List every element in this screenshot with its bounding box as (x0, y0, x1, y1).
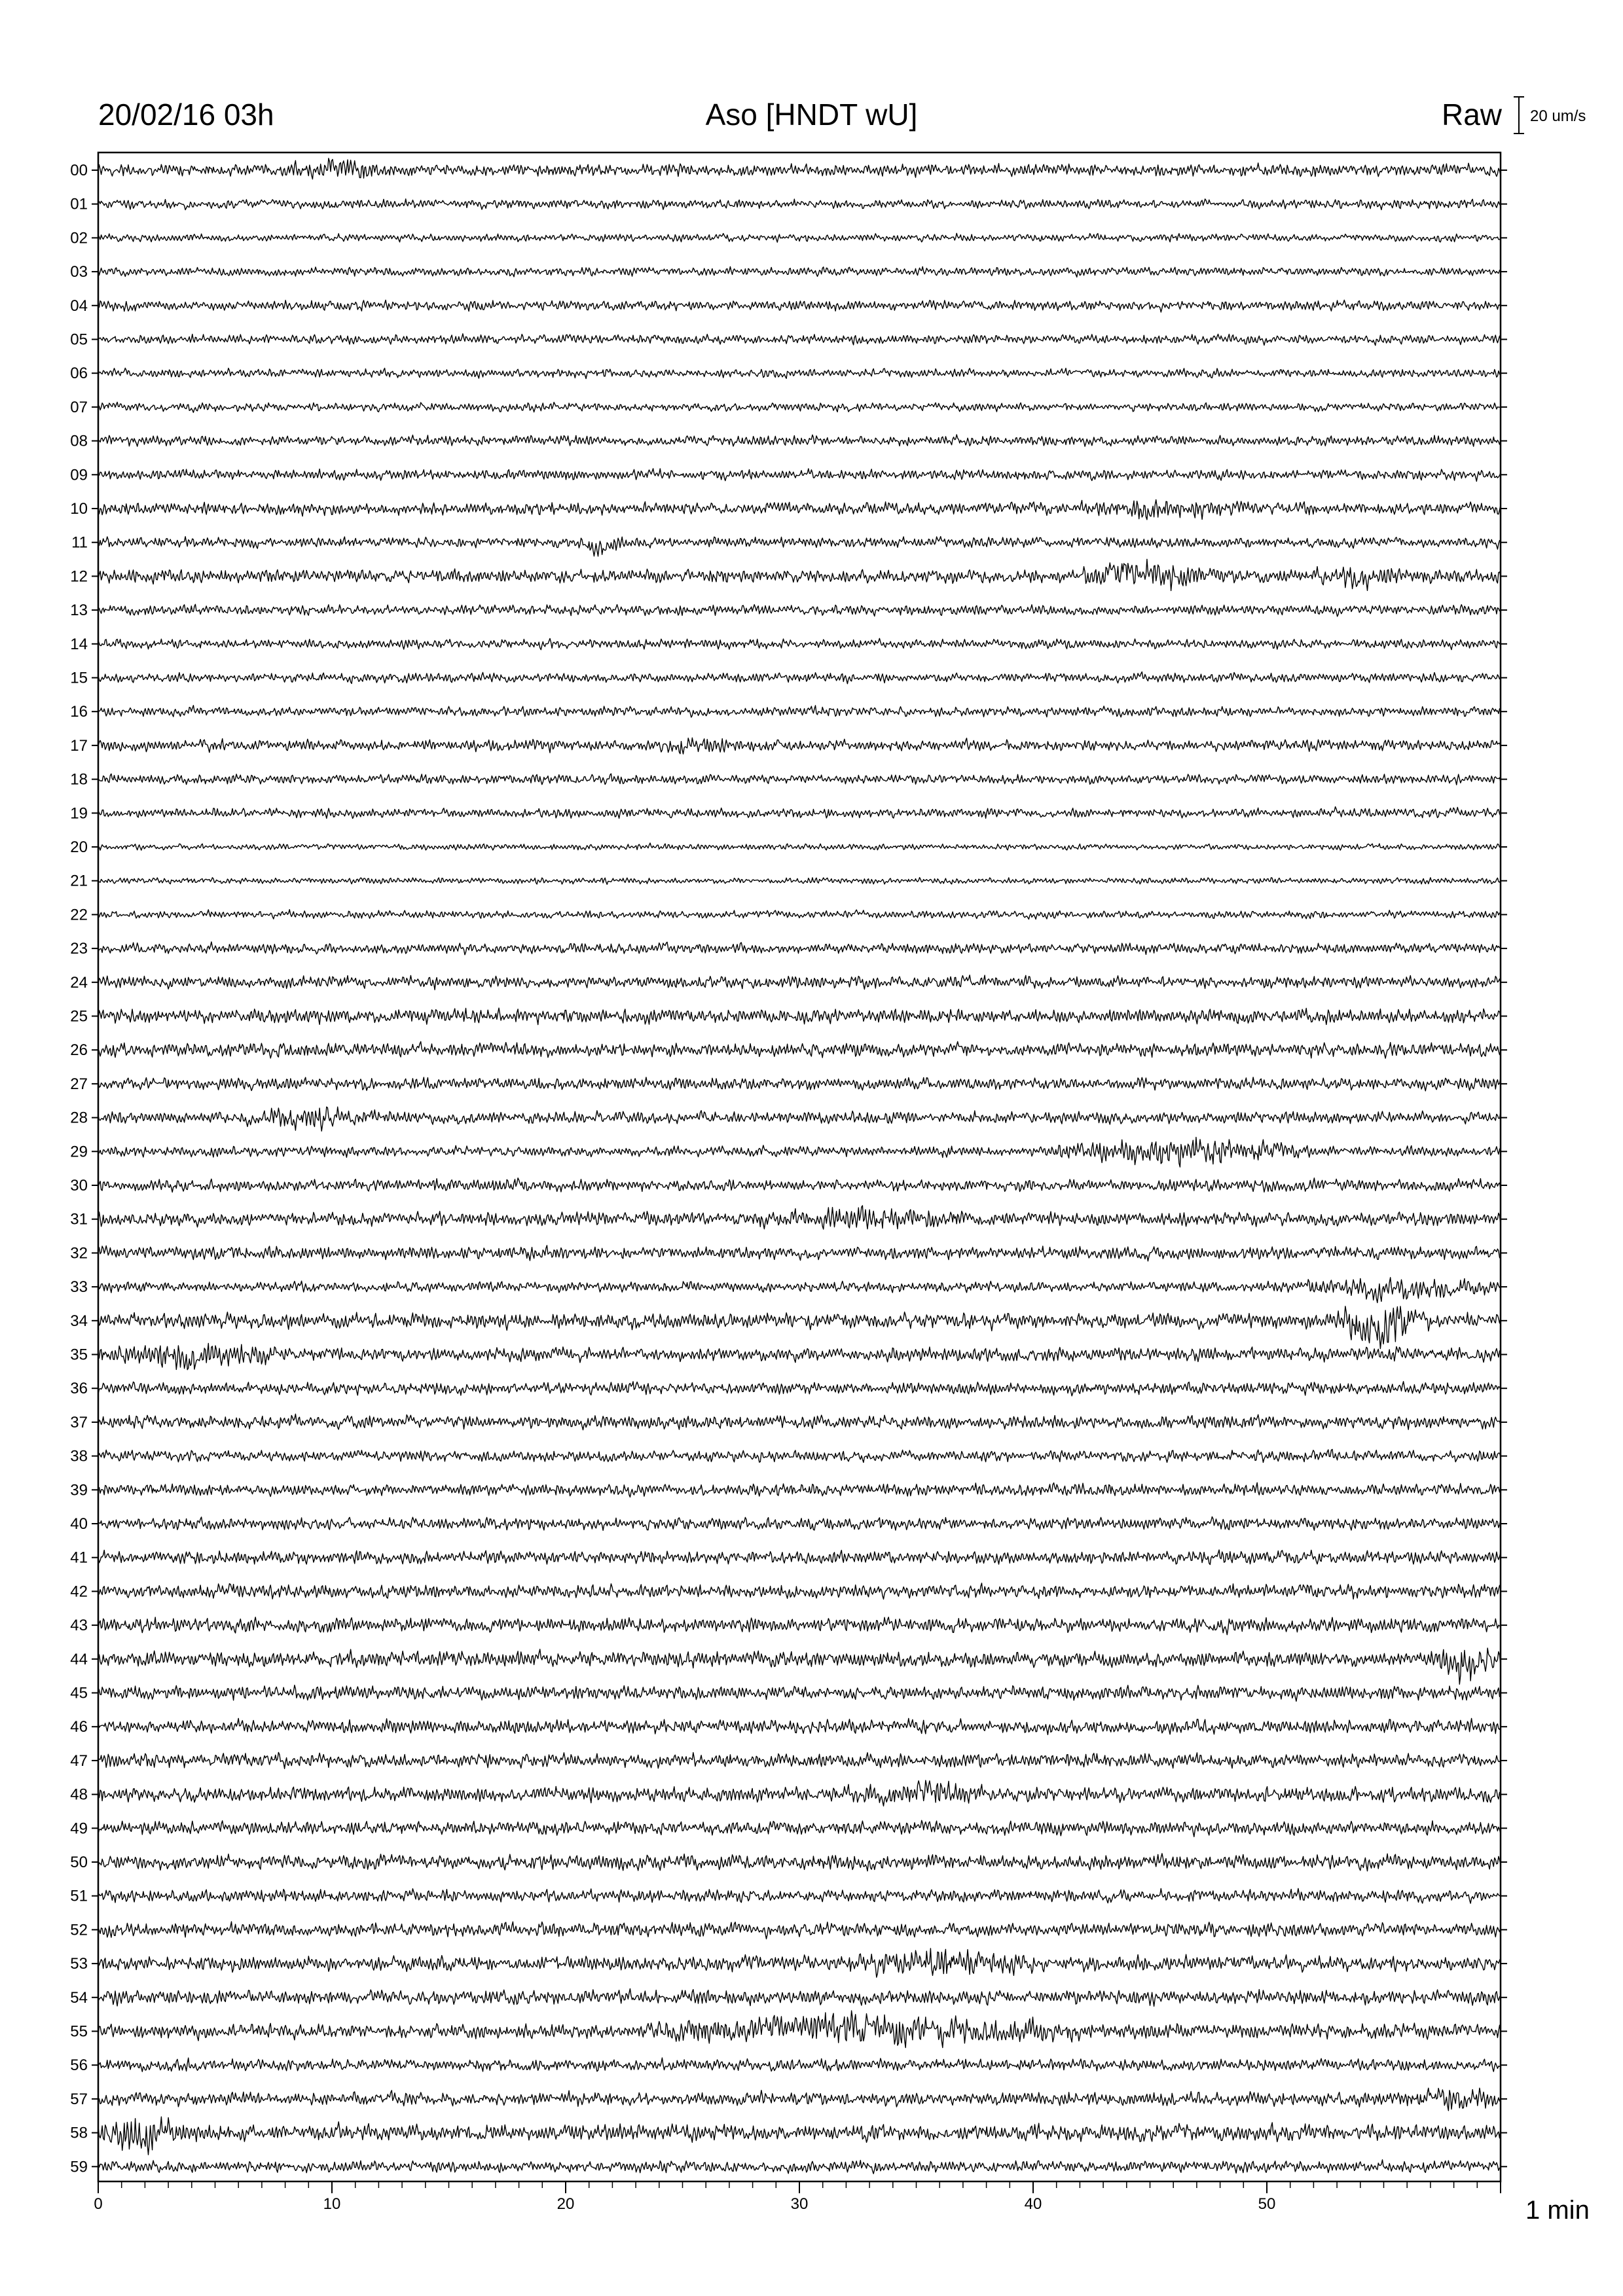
row-label-54: 54 (70, 1988, 88, 2007)
row-label-36: 36 (70, 1380, 88, 1398)
row-label-02: 02 (70, 229, 88, 247)
trace-row-48 (98, 1780, 1501, 1806)
row-label-46: 46 (70, 1718, 88, 1736)
row-label-18: 18 (70, 770, 88, 789)
row-label-30: 30 (70, 1177, 88, 1194)
trace-row-40 (98, 1516, 1501, 1530)
row-label-44: 44 (70, 1650, 88, 1668)
trace-row-37 (98, 1414, 1501, 1429)
row-label-55: 55 (70, 2022, 88, 2041)
trace-row-36 (98, 1382, 1501, 1396)
row-label-57: 57 (70, 2090, 88, 2108)
trace-row-23 (98, 942, 1501, 955)
row-label-42: 42 (70, 1583, 88, 1601)
row-label-08: 08 (70, 432, 88, 450)
trace-row-47 (98, 1752, 1501, 1768)
row-label-37: 37 (70, 1413, 88, 1431)
row-label-45: 45 (70, 1684, 88, 1702)
row-label-29: 29 (70, 1143, 88, 1161)
row-label-51: 51 (70, 1887, 88, 1905)
trace-row-41 (98, 1550, 1501, 1565)
trace-row-49 (98, 1820, 1501, 1837)
row-label-28: 28 (70, 1109, 88, 1127)
row-label-03: 03 (70, 263, 88, 281)
trace-row-17 (98, 738, 1501, 754)
row-label-39: 39 (70, 1481, 88, 1499)
row-label-20: 20 (70, 838, 88, 856)
row-label-11: 11 (71, 533, 88, 552)
trace-row-50 (98, 1854, 1501, 1871)
trace-row-09 (98, 469, 1501, 482)
trace-row-24 (98, 975, 1501, 990)
amplitude-scale-bar (1514, 97, 1524, 134)
row-label-59: 59 (70, 2158, 88, 2176)
trace-row-46 (98, 1718, 1501, 1734)
row-label-31: 31 (70, 1210, 88, 1229)
x-tick-label: 0 (94, 2195, 103, 2213)
x-tick-label: 20 (556, 2195, 575, 2213)
trace-row-32 (98, 1246, 1501, 1261)
row-label-33: 33 (70, 1278, 88, 1297)
row-label-04: 04 (70, 296, 88, 315)
trace-row-20 (98, 843, 1501, 850)
trace-row-22 (98, 910, 1501, 920)
trace-row-34 (98, 1306, 1501, 1349)
trace-row-35 (98, 1343, 1501, 1369)
trace-row-33 (98, 1278, 1501, 1303)
trace-row-57 (98, 2088, 1501, 2111)
row-label-26: 26 (70, 1041, 88, 1060)
row-label-21: 21 (70, 872, 88, 890)
trace-row-56 (98, 2058, 1501, 2072)
trace-row-05 (98, 334, 1501, 346)
trace-row-13 (98, 604, 1501, 617)
row-label-58: 58 (70, 2124, 88, 2142)
row-label-40: 40 (70, 1515, 88, 1533)
row-label-34: 34 (70, 1312, 88, 1330)
row-label-43: 43 (70, 1617, 88, 1635)
trace-row-25 (98, 1008, 1501, 1024)
trace-row-54 (98, 1989, 1501, 2007)
row-label-48: 48 (70, 1785, 88, 1804)
trace-row-03 (98, 266, 1501, 277)
trace-row-21 (98, 878, 1501, 885)
trace-row-10 (98, 500, 1501, 520)
time-unit-label: 1 min (1525, 2196, 1590, 2225)
trace-row-58 (98, 2117, 1501, 2155)
trace-row-38 (98, 1449, 1501, 1462)
row-label-07: 07 (70, 398, 88, 416)
trace-row-45 (98, 1685, 1501, 1702)
row-label-16: 16 (70, 703, 88, 721)
row-label-27: 27 (70, 1075, 88, 1093)
row-label-23: 23 (70, 940, 88, 958)
trace-row-51 (98, 1888, 1501, 1903)
trace-row-00 (98, 158, 1501, 179)
trace-row-29 (98, 1138, 1501, 1168)
trace-row-43 (98, 1617, 1501, 1635)
trace-row-28 (98, 1107, 1501, 1131)
row-label-06: 06 (70, 365, 88, 383)
row-label-32: 32 (70, 1244, 88, 1263)
plot-mode-label: Raw (1441, 98, 1502, 132)
trace-row-06 (98, 368, 1501, 378)
row-label-00: 00 (70, 162, 88, 179)
trace-row-55 (98, 2011, 1501, 2047)
trace-row-14 (98, 638, 1501, 649)
trace-row-18 (98, 774, 1501, 785)
row-label-47: 47 (70, 1751, 88, 1770)
row-label-19: 19 (70, 804, 88, 823)
trace-row-19 (98, 807, 1501, 819)
amplitude-scale-label: 20 um/s (1530, 107, 1586, 125)
row-label-01: 01 (70, 195, 88, 213)
trace-row-42 (98, 1583, 1501, 1600)
row-label-41: 41 (70, 1549, 88, 1567)
row-label-13: 13 (70, 601, 88, 620)
x-tick-label: 50 (1258, 2195, 1276, 2213)
trace-row-31 (98, 1206, 1501, 1229)
row-label-50: 50 (70, 1854, 88, 1871)
trace-row-04 (98, 300, 1501, 313)
row-label-49: 49 (70, 1820, 88, 1838)
row-label-38: 38 (70, 1447, 88, 1465)
trace-row-15 (98, 672, 1501, 684)
x-tick-label: 40 (1024, 2195, 1042, 2213)
trace-row-16 (98, 706, 1501, 717)
row-label-22: 22 (70, 906, 88, 924)
row-label-25: 25 (70, 1007, 88, 1026)
trace-row-07 (98, 402, 1501, 412)
x-tick-label: 30 (790, 2195, 809, 2213)
trace-row-02 (98, 233, 1501, 242)
trace-row-53 (98, 1948, 1501, 1977)
trace-row-08 (98, 435, 1501, 446)
x-tick-label: 10 (323, 2195, 341, 2213)
plot-frame (98, 152, 1501, 2181)
row-label-17: 17 (70, 736, 88, 755)
trace-row-27 (98, 1077, 1501, 1091)
trace-row-30 (98, 1178, 1501, 1193)
trace-row-59 (98, 2160, 1501, 2174)
trace-row-52 (98, 1922, 1501, 1939)
trace-row-11 (98, 537, 1501, 556)
row-label-52: 52 (70, 1921, 88, 1939)
plot-station-title: Aso [HNDT wU] (705, 98, 918, 132)
row-label-14: 14 (70, 635, 88, 653)
plot-date-hour: 20/02/16 03h (98, 98, 274, 132)
row-label-12: 12 (70, 567, 88, 586)
row-label-53: 53 (70, 1955, 88, 1973)
row-label-15: 15 (70, 669, 88, 687)
trace-row-01 (98, 199, 1501, 210)
row-label-09: 09 (70, 466, 88, 484)
row-label-35: 35 (70, 1346, 88, 1364)
trace-row-26 (98, 1041, 1501, 1058)
trace-row-39 (98, 1482, 1501, 1497)
trace-row-44 (98, 1648, 1501, 1684)
trace-row-12 (98, 559, 1501, 590)
row-label-24: 24 (70, 973, 88, 992)
row-label-05: 05 (70, 331, 88, 349)
row-label-56: 56 (70, 2056, 88, 2075)
row-label-10: 10 (70, 500, 88, 518)
